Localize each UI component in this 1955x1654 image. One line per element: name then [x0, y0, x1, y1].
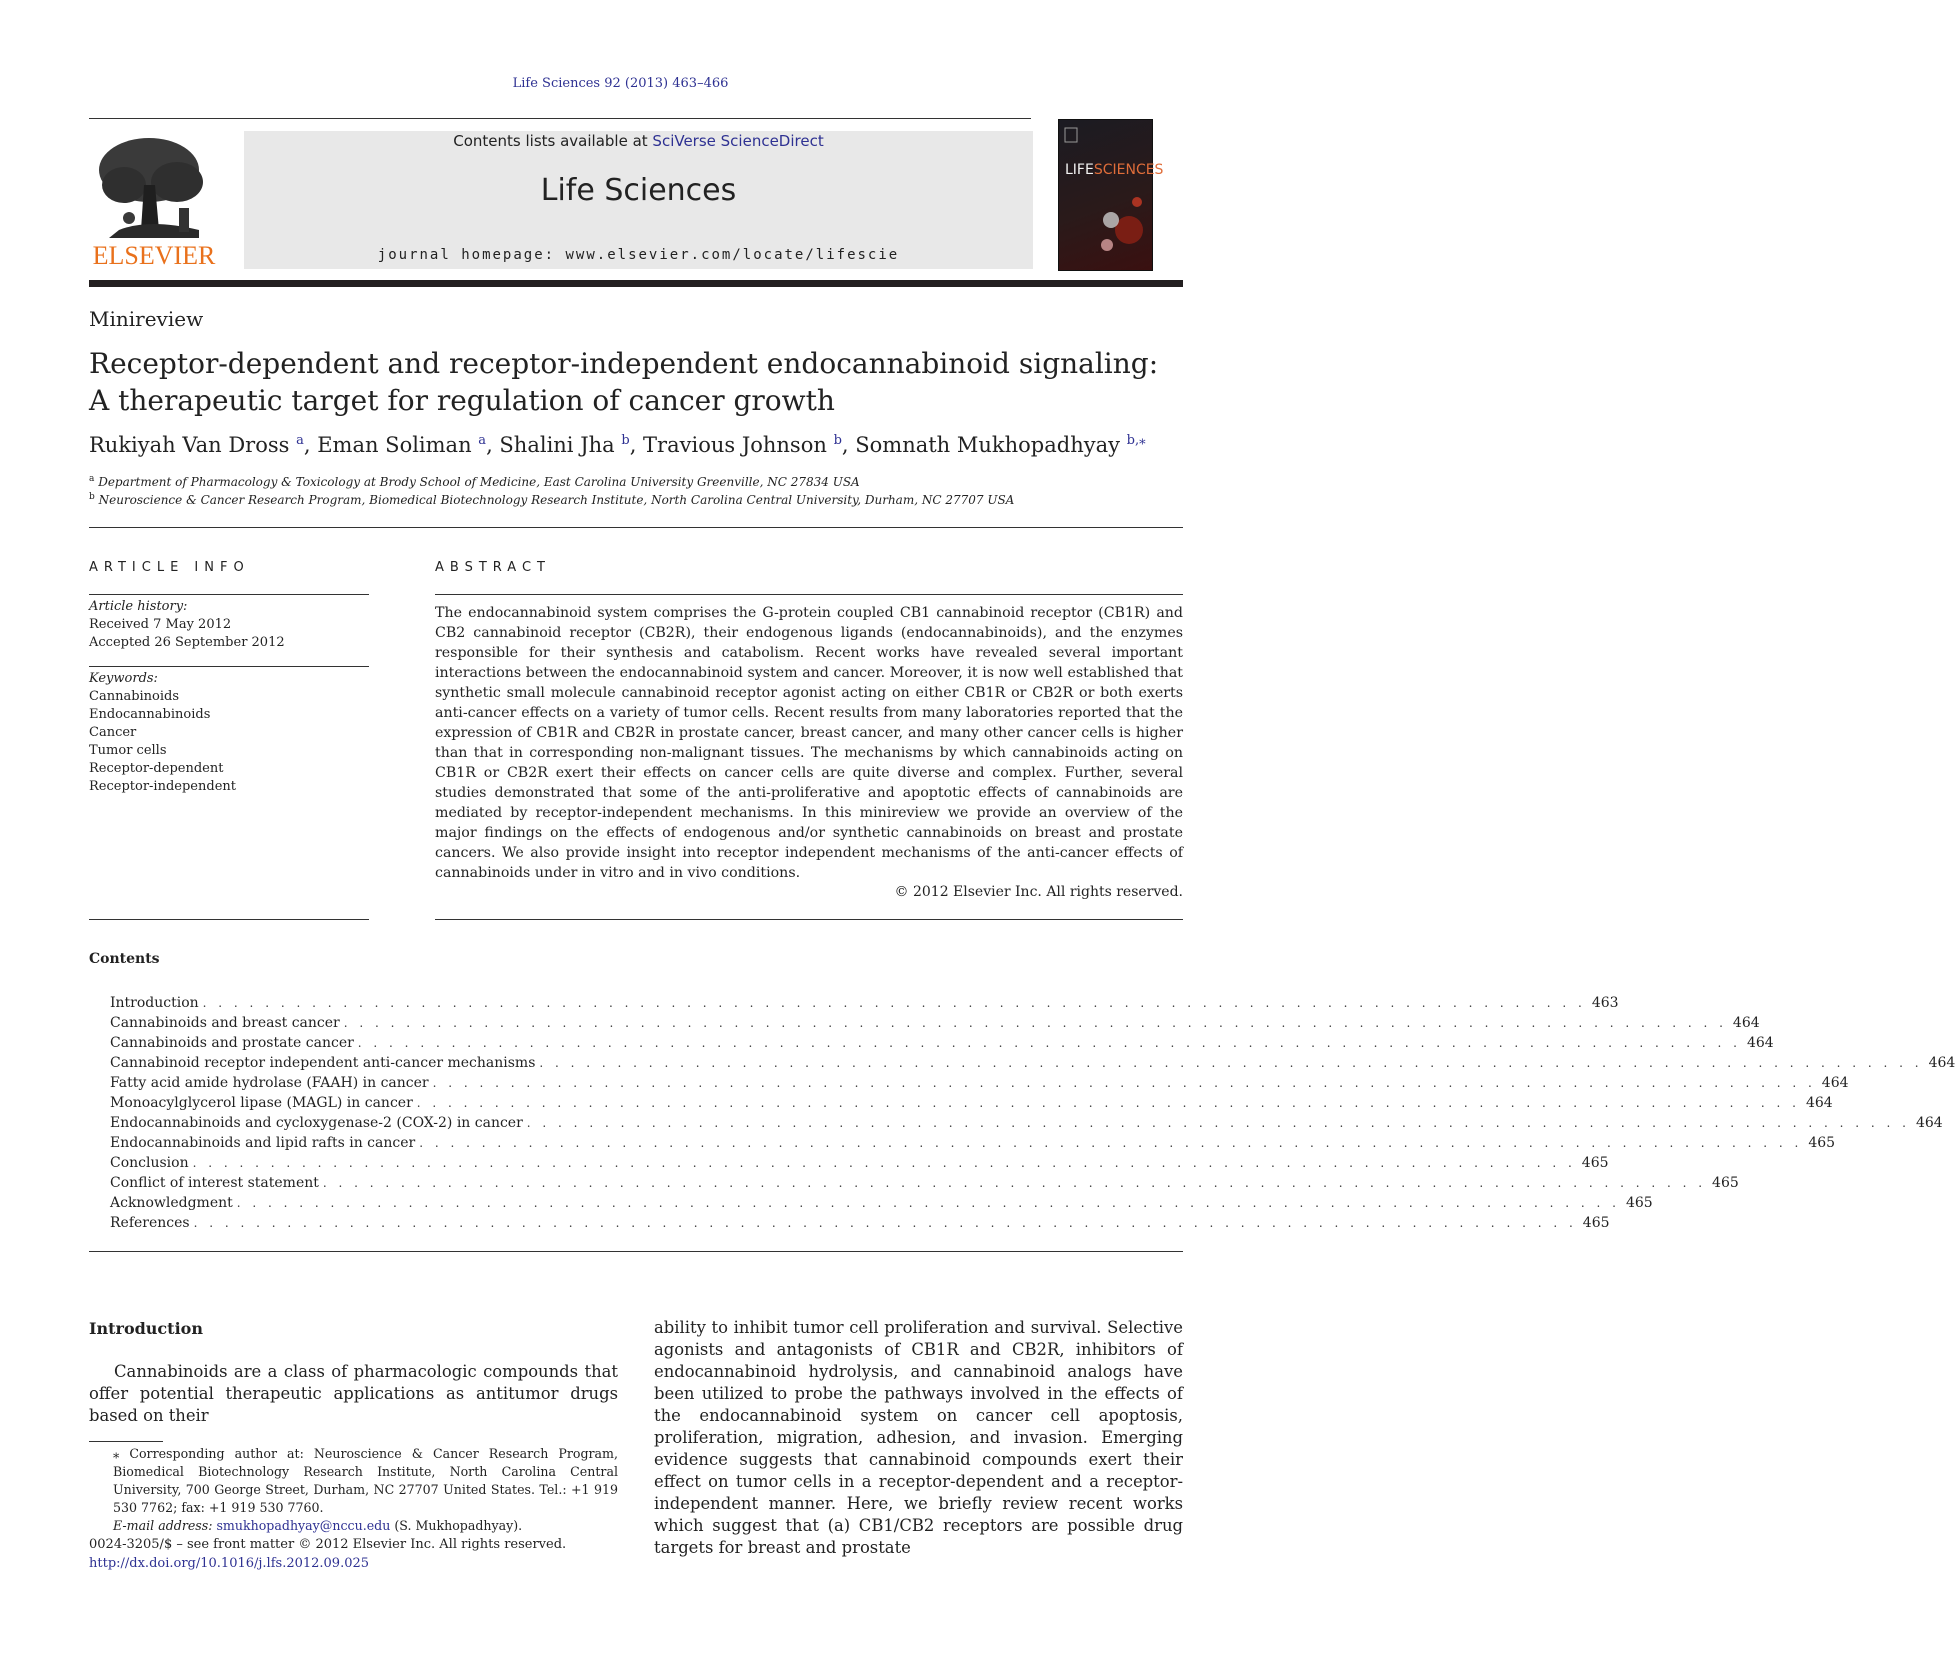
corresponding-text: ⁎ Corresponding author at: Neuroscience & Cancer Research Program, Biomedical Biotechnology Research Institute, North Carolina Central University, 700 George Street, Durham, NC 27707 United States. Tel.: +1 919 530 7762; fax: +1 919 530 7760.: [113, 1446, 618, 1515]
contents-available-line: [244, 132, 1033, 150]
contents-prefix: Contents lists available at: [453, 132, 653, 150]
toc-entry[interactable]: Endocannabinoids and lipid rafts in cancer . . . . . . . . . . . . . . . . . . . . . . . . . . . . . . . . . . . . . . . . . . . . . . . . . . . . . . . . . . . . . . . . . . . . . . . . . . . . . . . . . . . . . . . . . 465: [110, 1135, 1836, 1151]
author: Rukiyah Van Dross $^a$,: [89, 433, 318, 457]
doi-link[interactable]: http://dx.doi.org/10.1016/j.lfs.2012.09.025: [89, 1556, 370, 1571]
keyword: Endocannabinoids: [89, 707, 211, 722]
email-line: E-mail address: smukhopadhyay@nccu.edu (S. Mukhopadhyay).: [113, 1518, 523, 1533]
issn-line: 0024-3205/$ – see front matter © 2012 Elsevier Inc. All rights reserved.: [89, 1537, 567, 1552]
title-divider: [89, 527, 1183, 528]
publisher-name: ELSEVIER: [92, 241, 216, 270]
cover-title-a: LIFE: [1065, 162, 1094, 178]
toc-entry[interactable]: Introduction . . . . . . . . . . . . . . . . . . . . . . . . . . . . . . . . . . . . . . . . . . . . . . . . . . . . . . . . . . . . . . . . . . . . . . . . . . . . . . . . . . . . . . . . . 463: [110, 995, 1619, 1011]
sciencedirect-link[interactable]: SciVerse ScienceDirect: [652, 132, 824, 150]
corresponding-author-footnote: [89, 1445, 618, 1535]
contents-divider: [89, 1251, 1183, 1252]
journal-title: Life Sciences: [540, 173, 737, 208]
article-type: Minireview: [89, 307, 204, 331]
email-link[interactable]: smukhopadhyay@nccu.edu: [216, 1518, 391, 1533]
article-history: [89, 598, 369, 652]
introduction-heading: Introduction: [89, 1319, 203, 1338]
affiliation-a: $^a$ Department of Pharmacology & Toxicology at Brody School of Medicine, East Carolina University Greenville, NC 27834 USA: [89, 474, 860, 489]
author-list: [89, 433, 1183, 457]
keyword: Cannabinoids: [89, 689, 180, 704]
toc-entry[interactable]: Cannabinoids and prostate cancer . . . . . . . . . . . . . . . . . . . . . . . . . . . . . . . . . . . . . . . . . . . . . . . . . . . . . . . . . . . . . . . . . . . . . . . . . . . . . . . . . . . . . . . . . 464: [110, 1035, 1774, 1051]
header-thick-rule: [89, 280, 1183, 287]
front-matter: [89, 1535, 566, 1573]
received-date: Received 7 May 2012: [89, 617, 232, 632]
journal-homepage[interactable]: journal homepage: www.elsevier.com/locate/lifescie: [377, 247, 900, 263]
keyword: Receptor-independent: [89, 779, 236, 794]
toc-entry[interactable]: Cannabinoid receptor independent anti-cancer mechanisms . . . . . . . . . . . . . . . . . . . . . . . . . . . . . . . . . . . . . . . . . . . . . . . . . . . . . . . . . . . . . . . . . . . . . . . . . . . . . . . . . . . . . . . . . 464: [110, 1055, 1955, 1071]
history-label: Article history:: [89, 599, 188, 614]
author: Eman Soliman $^a$,: [317, 433, 500, 457]
journal-citation[interactable]: Life Sciences 92 (2013) 463–466: [512, 76, 729, 91]
abstract-heading: ABSTRACT: [435, 560, 551, 575]
title-line-1: Receptor-dependent and receptor-independent endocannabinoid signaling:: [89, 347, 1159, 380]
article-title: [89, 345, 1183, 419]
author: Travious Johnson $^b$,: [643, 433, 856, 457]
accepted-date: Accepted 26 September 2012: [89, 635, 285, 650]
keywords-label: Keywords:: [89, 671, 158, 686]
author-corresponding[interactable]: Somnath Mukhopadhyay $^{b,⁎}$: [855, 433, 1146, 457]
affiliation-b: $^b$ Neuroscience & Cancer Research Program, Biomedical Biotechnology Research Institute, North Carolina Central University, Durham, NC 27707 USA: [89, 492, 1015, 507]
toc-entry[interactable]: Conflict of interest statement . . . . . . . . . . . . . . . . . . . . . . . . . . . . . . . . . . . . . . . . . . . . . . . . . . . . . . . . . . . . . . . . . . . . . . . . . . . . . . . . . . . . . . . . . 465: [110, 1175, 1739, 1191]
toc-entry[interactable]: Acknowledgment . . . . . . . . . . . . . . . . . . . . . . . . . . . . . . . . . . . . . . . . . . . . . . . . . . . . . . . . . . . . . . . . . . . . . . . . . . . . . . . . . . . . . . . . . 465: [110, 1195, 1653, 1211]
toc-entry[interactable]: Cannabinoids and breast cancer . . . . . . . . . . . . . . . . . . . . . . . . . . . . . . . . . . . . . . . . . . . . . . . . . . . . . . . . . . . . . . . . . . . . . . . . . . . . . . . . . . . . . . . . . 464: [110, 1015, 1760, 1031]
cover-title-b: SCIENCES: [1093, 162, 1164, 178]
keyword: Cancer: [89, 725, 137, 740]
toc-entry[interactable]: Conclusion . . . . . . . . . . . . . . . . . . . . . . . . . . . . . . . . . . . . . . . . . . . . . . . . . . . . . . . . . . . . . . . . . . . . . . . . . . . . . . . . . . . . . . . . . 465: [110, 1155, 1609, 1171]
elsevier-tree-icon: [89, 130, 219, 270]
toc-entry[interactable]: References . . . . . . . . . . . . . . . . . . . . . . . . . . . . . . . . . . . . . . . . . . . . . . . . . . . . . . . . . . . . . . . . . . . . . . . . . . . . . . . . . . . . . . . . . 465: [110, 1215, 1610, 1231]
table-of-contents: [110, 993, 1955, 1233]
toc-entry[interactable]: Monoacylglycerol lipase (MAGL) in cancer . . . . . . . . . . . . . . . . . . . . . . . . . . . . . . . . . . . . . . . . . . . . . . . . . . . . . . . . . . . . . . . . . . . . . . . . . . . . . . . . . . . . . . . . . 464: [110, 1095, 1833, 1111]
abstract-rule-bottom: [435, 919, 1183, 920]
journal-cover: [1058, 119, 1164, 271]
article-info-heading: ARTICLE INFO: [89, 560, 250, 575]
author: Shalini Jha $^b$,: [499, 433, 644, 457]
info-rule-2: [89, 666, 369, 667]
info-rule-1: [89, 594, 369, 595]
toc-entry[interactable]: Endocannabinoids and cycloxygenase-2 (COX-2) in cancer . . . . . . . . . . . . . . . . . . . . . . . . . . . . . . . . . . . . . . . . . . . . . . . . . . . . . . . . . . . . . . . . . . . . . . . . . . . . . . . . . . . . . . . . . 464: [110, 1115, 1943, 1131]
keyword: Tumor cells: [89, 743, 167, 758]
keyword: Receptor-dependent: [89, 761, 224, 776]
header-rule: [89, 118, 1031, 119]
elsevier-logo: [89, 130, 219, 270]
cover-art-icon: [1059, 120, 1152, 270]
contents-heading: Contents: [89, 951, 160, 967]
introduction-text-right: ability to inhibit tumor cell proliferation and survival. Selective agonists and antagonists of CB1R and CB2R, inhibitors of endocannabinoid hydrolysis, and cannabinoid analogs have been utilized to probe the pathways involved in the effects of the endocannabinoid system on cancer cell apoptosis, proliferation, migration, adhesion, and invasion. Emerging evidence suggests that cannabinoid compounds exert their effect on tumor cells in a receptor-dependent and a receptor-independent manner. Here, we briefly review recent works which suggest that (a) CB1/CB2 receptors are possible drug targets for breast and prostate: [654, 1318, 1183, 1557]
keywords: [89, 670, 369, 796]
abstract-text: The endocannabinoid system comprises the G-protein coupled CB1 cannabinoid receptor (CB1R) and CB2 cannabinoid receptor (CB2R), their endogenous ligands (endocannabinoids), and the enzymes responsible for their synthesis and catabolism. Recent works have revealed several important interactions between the endocannabinoid system and cancer. Moreover, it is now well established that synthetic small molecule cannabinoid receptor agonist acting on either CB1R or CB2R or both exerts anti-cancer effects on a variety of tumor cells. Recent results from many laboratories reported that the expression of CB1R and CB2R in prostate cancer, breast cancer, and many other cancer cells is higher than that in corresponding non-malignant tissues. The mechanisms by which cannabinoids acting on CB1R or CB2R exert their effects on cancer cells are quite diverse and complex. Further, several studies demonstrated that some of the anti-proliferative and apoptotic effects of cannabinoids are mediated by receptor-independent mechanisms. In this minireview we provide an overview of the major findings on the effects of endogenous and/or synthetic cannabinoids on breast and prostate cancers. We also provide insight into receptor independent mechanisms of the anti-cancer effects of cannabinoids under in vitro and in vivo conditions.: [435, 605, 1183, 881]
journal-banner: [244, 131, 1033, 269]
title-line-2: A therapeutic target for regulation of cancer growth: [89, 384, 835, 417]
abstract-copyright: © 2012 Elsevier Inc. All rights reserved.: [894, 884, 1183, 900]
introduction-text-left: Cannabinoids are a class of pharmacologic compounds that offer potential therapeutic applications as antitumor drugs based on their: [89, 1362, 618, 1425]
info-rule-3: [89, 919, 369, 920]
abstract-rule-top: [435, 594, 1183, 595]
toc-entry[interactable]: Fatty acid amide hydrolase (FAAH) in cancer . . . . . . . . . . . . . . . . . . . . . . . . . . . . . . . . . . . . . . . . . . . . . . . . . . . . . . . . . . . . . . . . . . . . . . . . . . . . . . . . . . . . . . . . . 464: [110, 1075, 1849, 1091]
footnote-rule: [89, 1441, 163, 1442]
